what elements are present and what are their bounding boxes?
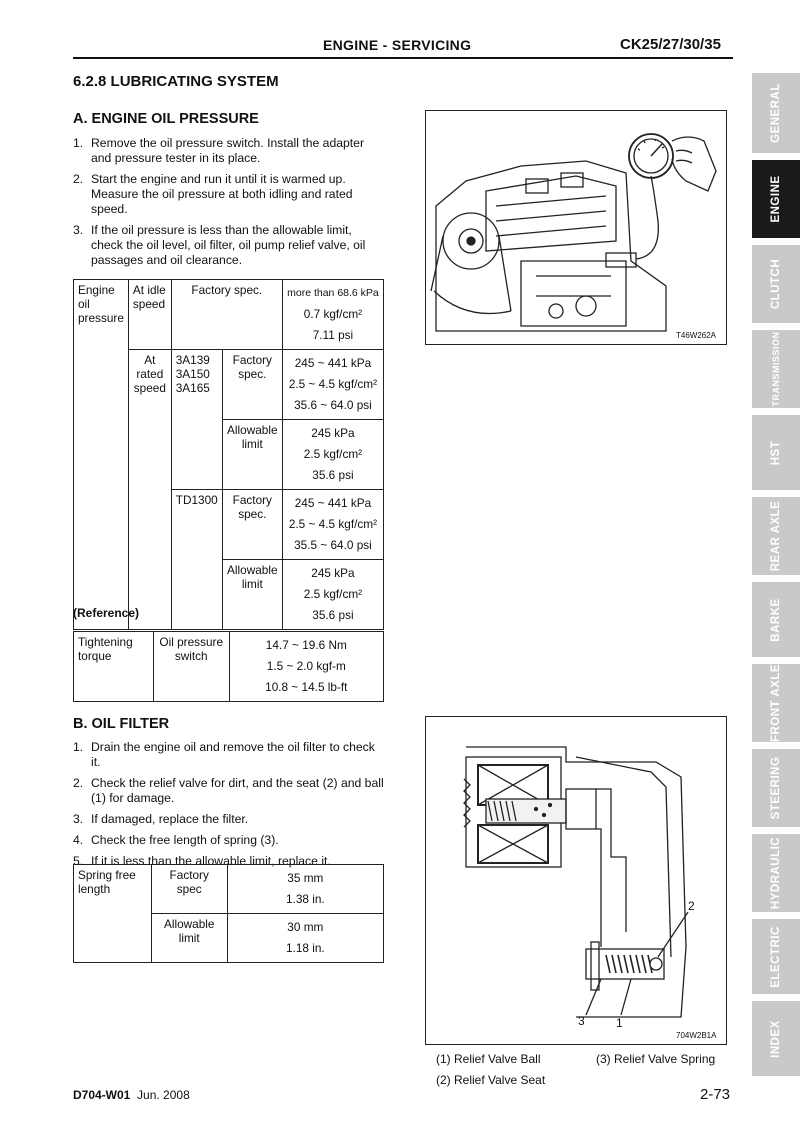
factory-label: Factory spec. [222,350,282,420]
doc-date: Jun. 2008 [137,1088,190,1102]
tab-general[interactable]: GENERAL [752,73,800,153]
section-title: 6.2.8 LUBRICATING SYSTEM [73,73,279,90]
tab-electric[interactable]: ELECTRIC [752,919,800,994]
tab-index[interactable]: INDEX [752,1001,800,1076]
step-item: 1. Drain the engine oil and remove the oil filter to check it. [73,740,375,769]
oil-pressure-tester-figure [425,110,727,345]
doc-code: D704-W01 [73,1088,131,1102]
figure-code: T46W262A [676,331,717,340]
allowable-label: Allowable limit [222,560,282,630]
part-b-title: B. OIL FILTER [73,716,170,732]
part-b-steps [73,740,385,875]
tab-transmission[interactable]: TRANSMISSION [752,330,800,408]
callout-3: 3 [578,1014,585,1028]
tab-hydraulic[interactable]: HYDRAULIC [752,834,800,912]
running-header-models: CK25/27/30/35 [620,36,721,53]
figure-code: 704W2B1A [676,1031,717,1040]
step-item: 2. Check the relief valve for dirt, and the seat (2) and ball (1) for damage. [73,776,384,805]
legend-relief-valve-ball: (1) Relief Valve Ball [436,1052,541,1066]
step-item: 4. Check the free length of spring (3). [73,833,279,847]
callout-2: 2 [688,899,695,913]
oil-pressure-spec-table [73,279,384,630]
running-header-section: ENGINE - SERVICING [323,37,472,53]
model-group-2: TD1300 [171,490,222,630]
spring-factory-values: 35 mm 1.38 in. [227,865,383,914]
tab-barke[interactable]: BARKE [752,582,800,657]
rated-label: At rated speed [128,350,171,630]
tab-rear-axle[interactable]: REAR AXLE [752,497,800,575]
engine-gauge-illustration [426,111,726,344]
g1-allowable-values: 245 kPa 2.5 kgf/cm² 35.6 psi [282,420,383,490]
idle-values: more than 68.6 kPa 0.7 kgf/cm² 7.11 psi [282,280,383,350]
part-a-title: A. ENGINE OIL PRESSURE [73,111,259,127]
tab-front-axle[interactable]: FRONT AXLE [752,664,800,742]
oil-filter-relief-valve-figure [425,716,727,1045]
allowable-label: Allowable limit [222,420,282,490]
tab-engine[interactable]: ENGINE [752,160,800,238]
idle-spec-label: Factory spec. [171,280,282,350]
header-rule [73,57,733,59]
step-item: 3. If damaged, replace the filter. [73,812,249,826]
g2-factory-values: 245 ~ 441 kPa 2.5 ~ 4.5 kgf/cm² 35.5 ~ 64.0 psi [282,490,383,560]
legend-relief-valve-spring: (3) Relief Valve Spring [596,1052,716,1066]
idle-label: At idle speed [128,280,171,350]
footer-doc-info [73,1088,190,1102]
reference-label: (Reference) [73,606,140,620]
g1-factory-values: 245 ~ 441 kPa 2.5 ~ 4.5 kgf/cm² 35.6 ~ 64.0 psi [282,350,383,420]
g2-allowable-values: 245 kPa 2.5 kgf/cm² 35.6 psi [282,560,383,630]
tab-hst[interactable]: HST [752,415,800,490]
model-group-1: 3A139 3A150 3A165 [171,350,222,490]
step-item: 1. Remove the oil pressure switch. Install the adapter and pressure tester in its place. [73,136,364,165]
item-cell: Engine oil pressure [74,280,129,630]
tab-steering[interactable]: STEERING [752,749,800,827]
page-number: 2-73 [700,1086,731,1103]
callout-1: 1 [616,1016,623,1030]
torque-values: 14.7 ~ 19.6 Nm 1.5 ~ 2.0 kgf-m 10.8 ~ 14.5 lb-ft [229,632,383,702]
torque-item: Tightening torque [74,632,154,702]
spring-length-table [73,864,384,963]
spring-item: Spring free length [74,865,152,963]
spring-allowable-label: Allowable limit [151,914,227,963]
legend-relief-valve-seat: (2) Relief Valve Seat [436,1073,546,1087]
spring-allowable-values: 30 mm 1.18 in. [227,914,383,963]
part-a-steps [73,136,385,274]
torque-part: Oil pressure switch [153,632,229,702]
tab-clutch[interactable]: CLUTCH [752,245,800,323]
factory-label: Factory spec. [222,490,282,560]
step-item: 2. Start the engine and run it until it is warmed up. Measure the oil pressure at both idling and rated speed. [73,172,353,216]
torque-reference-table [73,631,384,702]
step-item: 3. If the oil pressure is less than the allowable limit, check the oil level, oil filter, oil pump relief valve, oil passages and oil clearance. [73,223,366,267]
spring-factory-label: Factory spec [151,865,227,914]
step-item: 5. If it is less than the allowable limit, replace it. [73,854,331,868]
relief-valve-cross-section [426,717,726,1044]
